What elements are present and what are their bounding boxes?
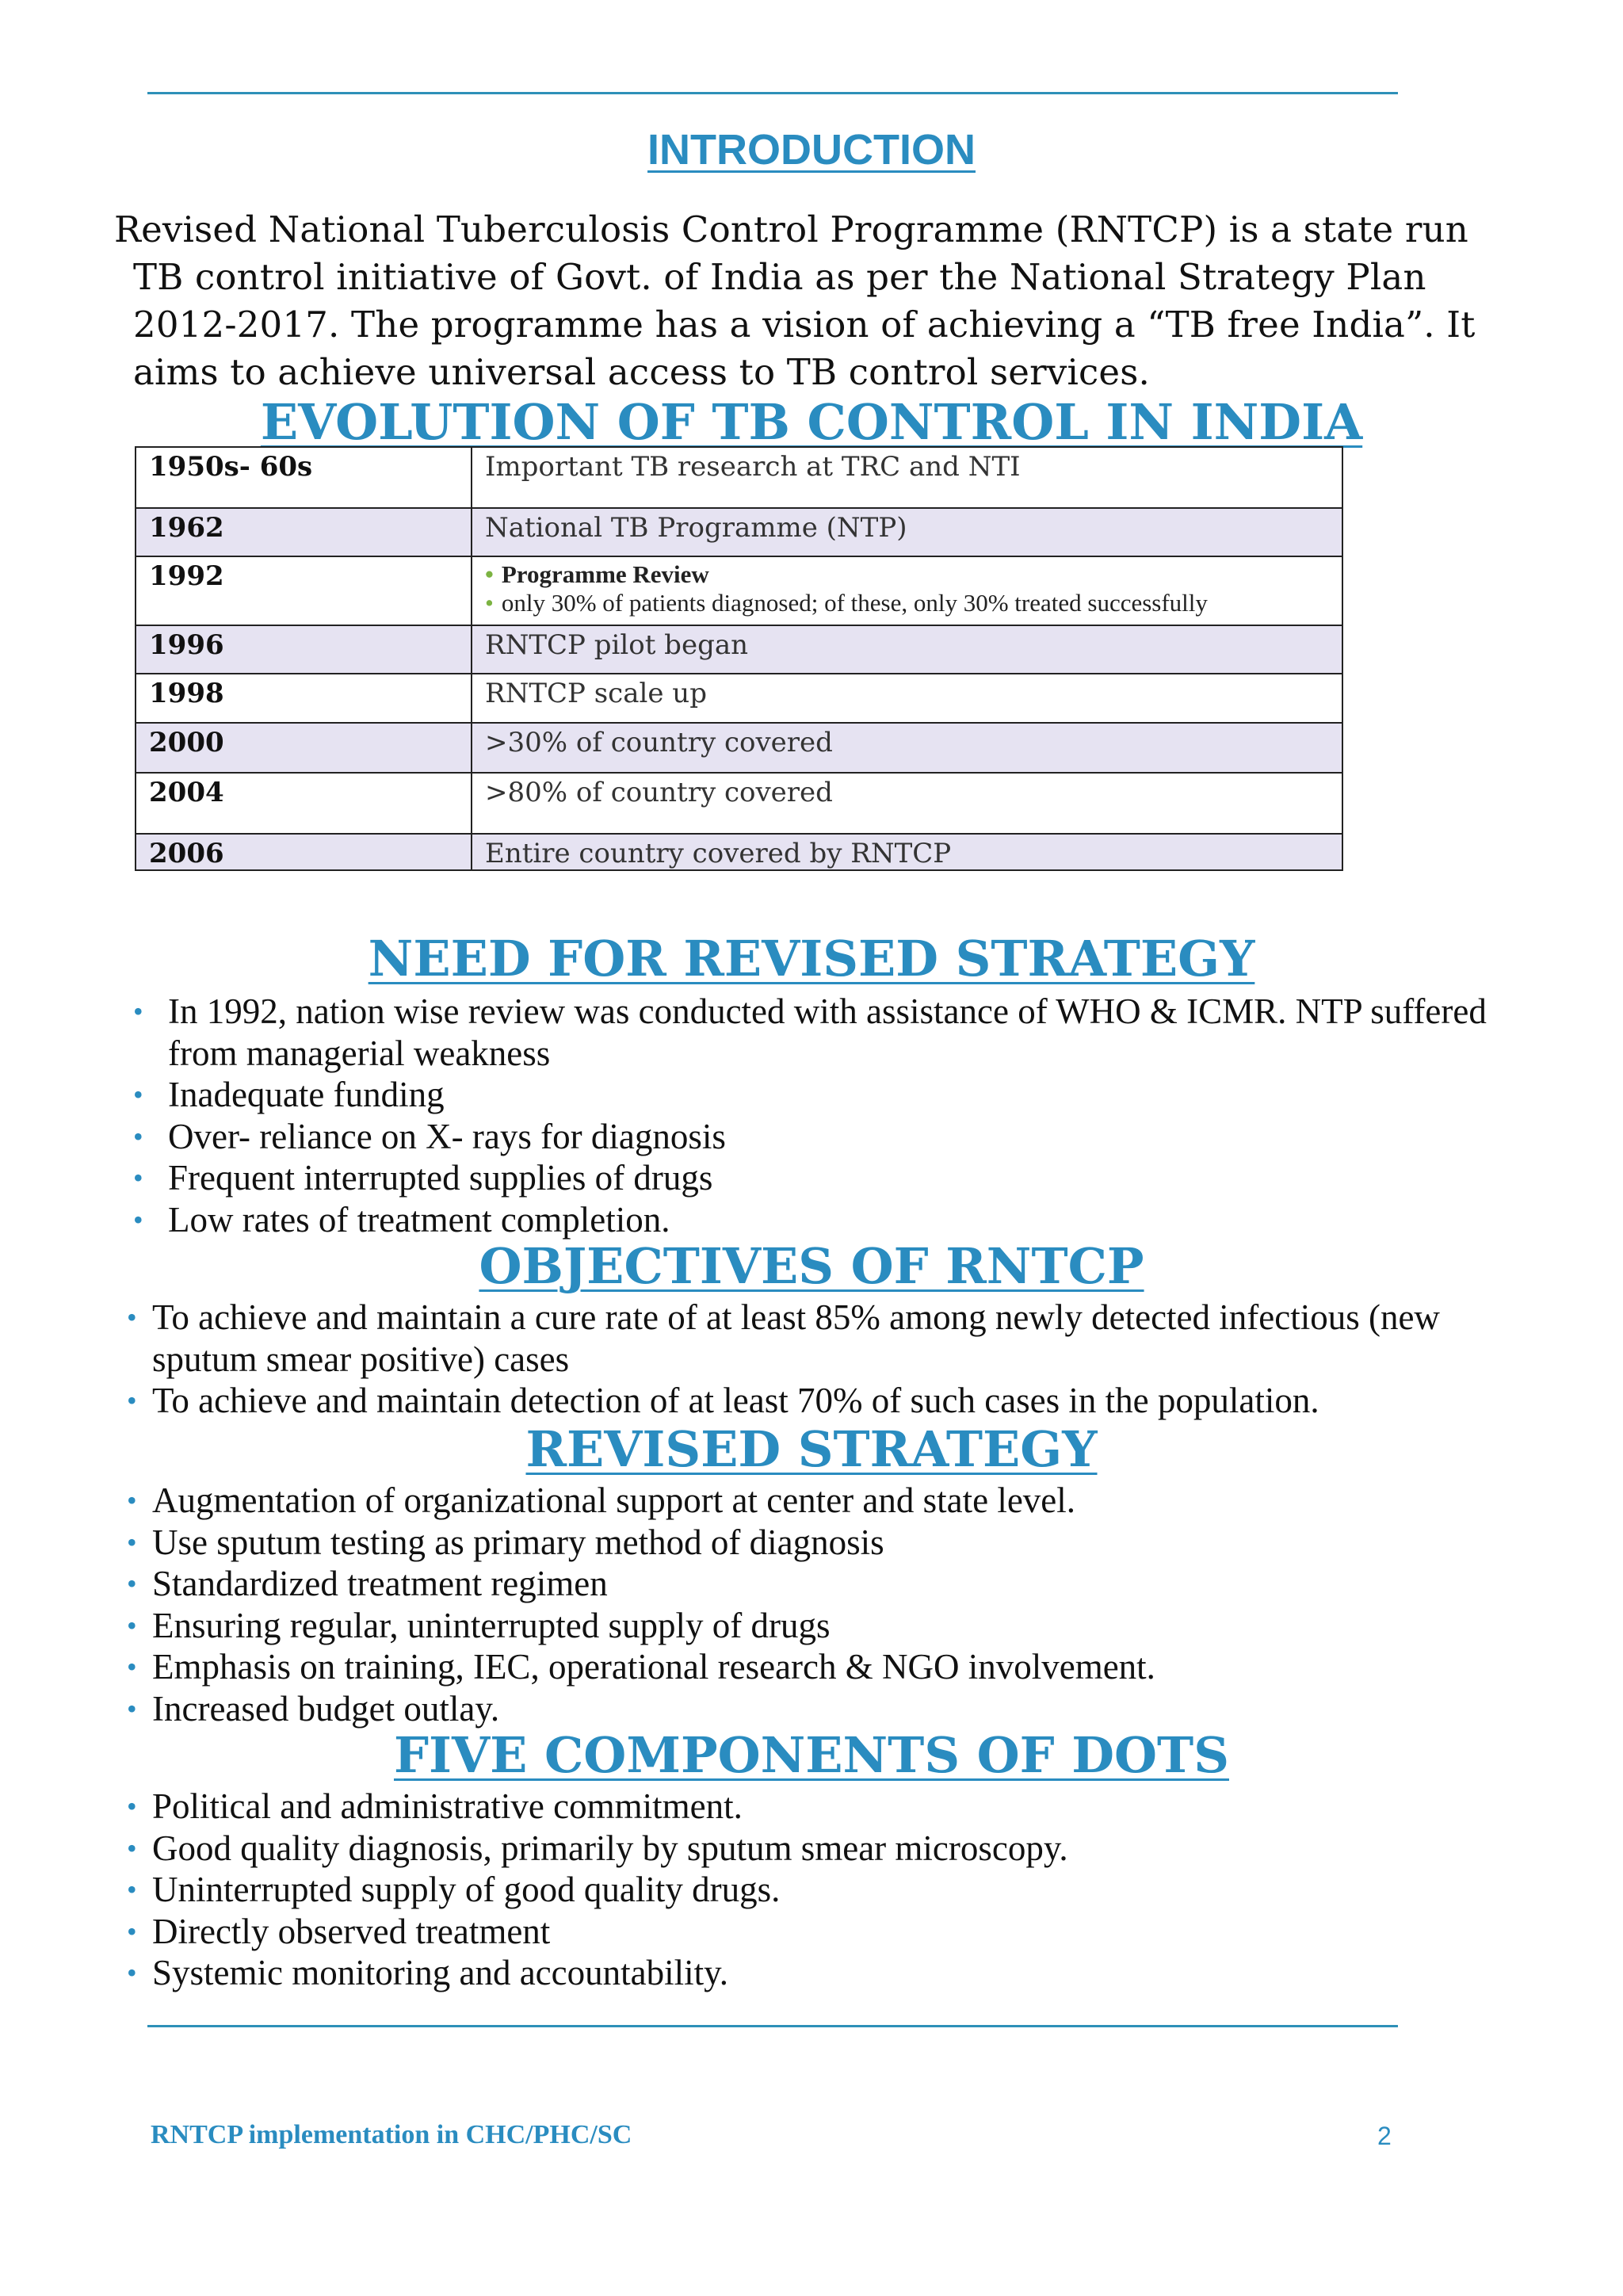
year-cell: 1962 bbox=[136, 508, 472, 556]
sub-bullet: • Programme Review bbox=[485, 560, 709, 588]
list-item: • Use sputum testing as primary method of diagnosis bbox=[127, 1522, 884, 1562]
introduction-heading: INTRODUCTION bbox=[647, 126, 976, 174]
list-item: • Increased budget outlay. bbox=[127, 1688, 500, 1729]
event-cell: Entire country covered by RNTCP bbox=[472, 834, 1342, 870]
need-list bbox=[127, 991, 1506, 1240]
event-cell: >80% of country covered bbox=[472, 773, 1342, 834]
bullet-icon: • bbox=[127, 1832, 137, 1864]
dots-list bbox=[127, 1786, 1506, 1994]
objectives-heading: OBJECTIVES OF RNTCP bbox=[479, 1237, 1144, 1295]
list-item: • To achieve and maintain a cure rate of at least 85% among newly detected infectious (new sputum smear positive) cases bbox=[127, 1297, 1440, 1379]
table-row bbox=[136, 556, 1342, 625]
revised-strategy-heading: REVISED STRATEGY bbox=[525, 1420, 1098, 1478]
bullet-icon: • bbox=[127, 1385, 137, 1416]
list-item: • Good quality diagnosis, primarily by sputum smear microscopy. bbox=[127, 1828, 1068, 1868]
bullet-icon: • bbox=[133, 1120, 143, 1152]
list-item: • In 1992, nation wise review was conducted with assistance of WHO & ICMR. NTP suffered from managerial weakness bbox=[133, 991, 1487, 1073]
bullet-icon: • bbox=[127, 1651, 137, 1683]
evolution-heading: EVOLUTION OF TB CONTROL IN INDIA bbox=[260, 393, 1363, 451]
bullet-icon: • bbox=[133, 1162, 143, 1194]
event-cell bbox=[472, 556, 1342, 625]
table-row bbox=[136, 834, 1342, 870]
list-item: • Directly observed treatment bbox=[127, 1911, 551, 1951]
year-cell: 2004 bbox=[136, 773, 472, 834]
event-cell: RNTCP scale up bbox=[472, 674, 1342, 723]
bullet-icon: • bbox=[127, 1301, 137, 1333]
list-item: • Low rates of treatment completion. bbox=[133, 1199, 670, 1240]
list-item: • Frequent interrupted supplies of drugs bbox=[133, 1158, 713, 1198]
table-row bbox=[136, 723, 1342, 773]
table-row bbox=[136, 674, 1342, 723]
list-item: • Uninterrupted supply of good quality drugs. bbox=[127, 1870, 781, 1909]
event-cell: Important TB research at TRC and NTI bbox=[472, 447, 1342, 508]
bullet-icon: • bbox=[133, 1079, 143, 1110]
list-item: • Standardized treatment regimen bbox=[127, 1564, 608, 1603]
list-item: • To achieve and maintain detection of at least 70% of such cases in the population. bbox=[127, 1381, 1319, 1420]
bullet-icon: • bbox=[127, 1568, 137, 1599]
footer-rule bbox=[147, 2025, 1398, 2027]
bullet-icon: • bbox=[485, 560, 494, 588]
bullet-icon: • bbox=[127, 1957, 137, 1988]
table-row bbox=[136, 508, 1342, 556]
bullet-icon: • bbox=[485, 589, 494, 617]
footer-title: RNTCP implementation in CHC/PHC/SC bbox=[151, 2120, 632, 2149]
event-cell: National TB Programme (NTP) bbox=[472, 508, 1342, 556]
list-item: • Ensuring regular, uninterrupted supply of drugs bbox=[127, 1605, 831, 1645]
list-item: • Emphasis on training, IEC, operational research & NGO involvement. bbox=[127, 1647, 1155, 1687]
event-cell: >30% of country covered bbox=[472, 723, 1342, 773]
year-cell: 1950s- 60s bbox=[136, 447, 472, 508]
table-row bbox=[136, 625, 1342, 674]
dots-heading: FIVE COMPONENTS OF DOTS bbox=[394, 1726, 1229, 1784]
page-number: 2 bbox=[1377, 2122, 1392, 2150]
bullet-icon: • bbox=[133, 1203, 143, 1236]
revised-strategy-list bbox=[127, 1480, 1506, 1729]
list-item: • Systemic monitoring and accountability. bbox=[127, 1953, 728, 1992]
bullet-icon: • bbox=[127, 1526, 137, 1558]
year-cell: 1992 bbox=[136, 556, 472, 625]
need-heading: NEED FOR REVISED STRATEGY bbox=[368, 930, 1255, 988]
list-item: • Augmentation of organizational support at center and state level. bbox=[127, 1480, 1076, 1520]
list-item: • Over- reliance on X- rays for diagnosis bbox=[133, 1116, 726, 1156]
table-row bbox=[136, 773, 1342, 834]
bullet-icon: • bbox=[127, 1790, 137, 1822]
year-cell: 1996 bbox=[136, 625, 472, 674]
introduction-paragraph: Revised National Tuberculosis Control Programme (RNTCP) is a state run TB control initiative of Govt. of India as per the National Strategy Plan 2012-2017. The programme has a vision of achieving a “TB free India”. It aims to achieve universal access to TB control services. bbox=[114, 208, 1476, 393]
bullet-icon: • bbox=[127, 1874, 137, 1905]
year-cell: 2006 bbox=[136, 834, 472, 870]
year-cell: 1998 bbox=[136, 674, 472, 723]
year-cell: 2000 bbox=[136, 723, 472, 773]
list-item: • Inadequate funding bbox=[133, 1075, 445, 1114]
bullet-icon: • bbox=[127, 1915, 137, 1947]
event-cell: RNTCP pilot began bbox=[472, 625, 1342, 674]
bullet-icon: • bbox=[127, 1609, 137, 1641]
table-row bbox=[136, 447, 1342, 508]
evolution-table bbox=[135, 446, 1343, 871]
bullet-icon: • bbox=[127, 1484, 137, 1516]
header-rule bbox=[147, 92, 1398, 94]
objectives-list bbox=[127, 1297, 1506, 1422]
list-item: • Political and administrative commitment. bbox=[127, 1786, 743, 1826]
sub-bullet: • only 30% of patients diagnosed; of these, only 30% treated successfully bbox=[485, 589, 1208, 617]
bullet-icon: • bbox=[127, 1692, 137, 1725]
bullet-icon: • bbox=[133, 995, 143, 1027]
